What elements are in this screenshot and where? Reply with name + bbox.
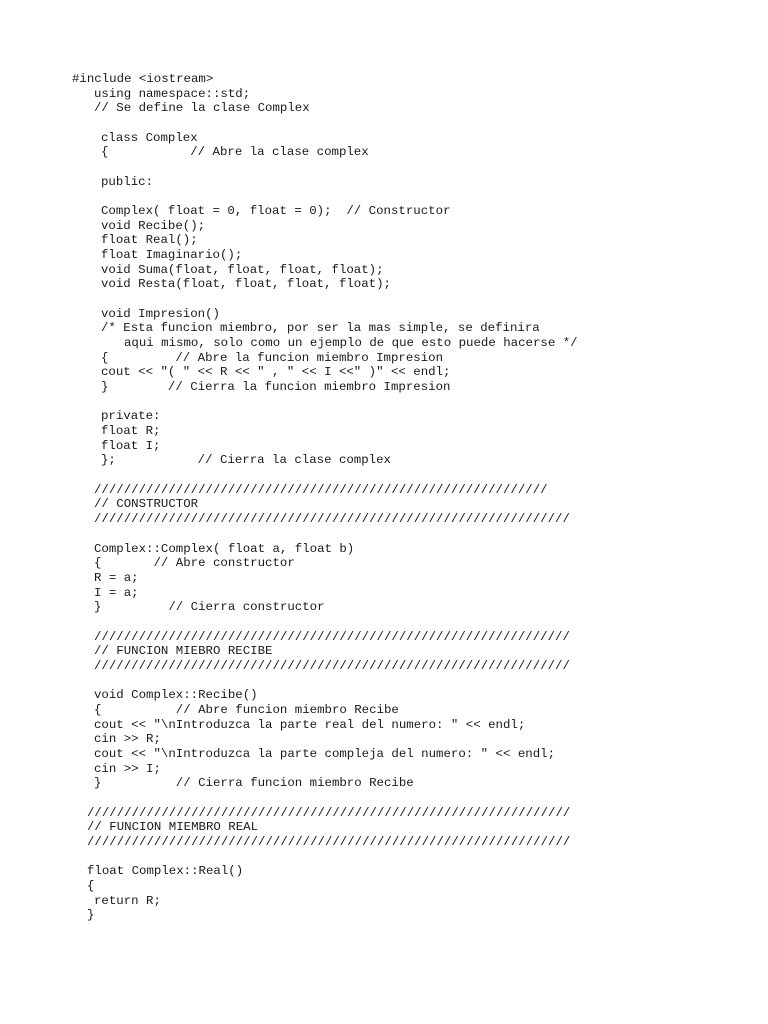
code-line: { // Abre la funcion miembro Impresion: [101, 350, 444, 365]
code-line: ////////////////////////////////////////////////////////////////: [94, 512, 570, 527]
code-line: cin >> I;: [94, 761, 161, 776]
code-line: #include <iostream>: [72, 72, 214, 86]
blank-line: [0, 292, 578, 307]
code-line: // Se define la clase Complex: [94, 101, 310, 116]
blank-line: [0, 850, 578, 865]
code-line: }: [87, 908, 95, 923]
code-line: // FUNCION MIEBRO RECIBE: [94, 644, 273, 659]
code-line: cout << "\nIntroduzca la parte real del numero: " << endl;: [94, 717, 526, 732]
code-line: aqui mismo, solo como un ejemplo de que esto puede hacerse */: [124, 336, 578, 351]
code-line: void Resta(float, float, float, float);: [101, 277, 391, 292]
code-line: float Real();: [101, 233, 198, 248]
code-line: cout << "\nIntroduzca la parte compleja del numero: " << endl;: [94, 746, 556, 761]
code-line: Complex::Complex( float a, float b): [94, 541, 355, 556]
code-line: }; // Cierra la clase complex: [101, 453, 391, 468]
blank-line: [0, 791, 578, 806]
code-line: /////////////////////////////////////////////////////////////////: [87, 805, 571, 820]
code-listing: [0, 72, 578, 923]
code-line: // FUNCION MIEMBRO REAL: [87, 820, 259, 835]
blank-line: [0, 395, 578, 410]
code-line: } // Cierra funcion miembro Recibe: [94, 776, 414, 791]
code-line: // CONSTRUCTOR: [94, 497, 199, 512]
code-line: float R;: [101, 424, 161, 439]
blank-line: [0, 527, 578, 542]
code-line: { // Abre constructor: [94, 556, 295, 571]
code-line: return R;: [94, 893, 161, 908]
code-line: cout << "( " << R << " , " << I <<" )" << endl;: [101, 365, 451, 380]
code-line: R = a;: [94, 570, 139, 585]
code-line: /////////////////////////////////////////////////////////////////: [87, 834, 571, 849]
code-line: ////////////////////////////////////////////////////////////////: [94, 629, 570, 644]
code-line: { // Abre funcion miembro Recibe: [94, 702, 399, 717]
code-line: /////////////////////////////////////////////////////////////: [94, 482, 548, 497]
code-line: { // Abre la clase complex: [101, 145, 369, 160]
blank-line: [0, 189, 578, 204]
code-line: Complex( float = 0, float = 0); // Constructor: [101, 204, 451, 219]
code-line: public:: [101, 174, 154, 189]
code-line: } // Cierra constructor: [94, 600, 325, 615]
code-line: float Imaginario();: [101, 248, 243, 263]
code-line: I = a;: [94, 585, 139, 600]
code-line: private:: [101, 409, 161, 424]
code-line: {: [87, 878, 95, 893]
blank-line: [0, 468, 578, 483]
code-line: using namespace::std;: [94, 86, 251, 101]
code-line: /* Esta funcion miembro, por ser la mas simple, se definira: [101, 321, 540, 336]
code-line: class Complex: [101, 130, 198, 145]
code-line: void Recibe();: [101, 218, 206, 233]
code-line: ////////////////////////////////////////////////////////////////: [94, 658, 570, 673]
blank-line: [0, 615, 578, 630]
blank-line: [0, 116, 578, 131]
code-line: void Complex::Recibe(): [94, 688, 258, 703]
code-line: cin >> R;: [94, 732, 161, 747]
blank-line: [0, 160, 578, 175]
code-line: } // Cierra la funcion miembro Impresion: [101, 380, 451, 395]
code-line: float I;: [101, 438, 161, 453]
code-line: float Complex::Real(): [87, 864, 244, 879]
code-line: void Suma(float, float, float, float);: [101, 262, 384, 277]
code-line: void Impresion(): [101, 306, 220, 321]
blank-line: [0, 674, 578, 689]
